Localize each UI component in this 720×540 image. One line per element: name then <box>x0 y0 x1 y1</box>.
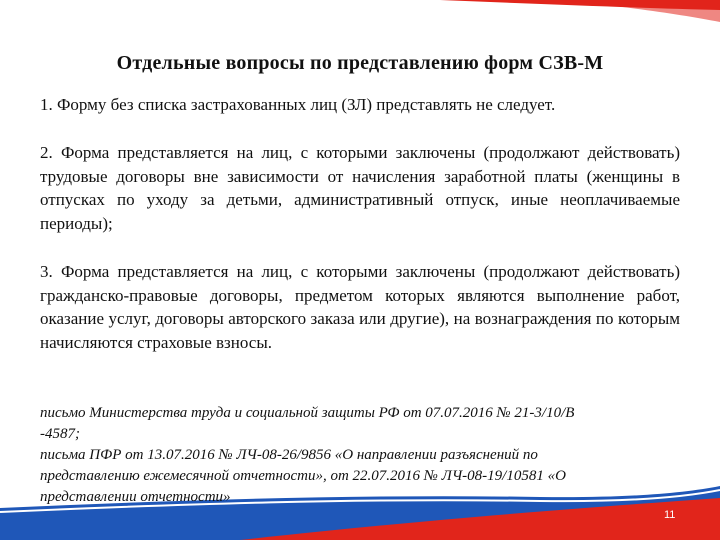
item-3: 3. Форма представляется на лиц, с которыми заключены (продолжают действовать) гражданско-правовые договоры, предметом которых являются выполнение работ, оказание услуг, договоры авторского заказа или другие), на вознаграждения по которым начисляются страховые взносы. <box>40 262 680 352</box>
slide-title: Отдельные вопросы по представлению форм СЗВ-М <box>116 52 604 74</box>
reference-line: представлении отчетности» <box>40 489 231 505</box>
references <box>40 403 690 508</box>
reference-line: письма ПФР от 13.07.2016 № ЛЧ-08-26/9856 «О направлении разъяснений по <box>40 447 538 463</box>
reference-line: представлению ежемесячной отчетности», от 22.07.2016 № ЛЧ-08-19/10581 «О <box>40 468 566 484</box>
item-1: 1. Форму без списка застрахованных лиц (ЗЛ) представлять не следует. <box>40 95 556 114</box>
reference-line: -4587; <box>40 426 80 442</box>
reference-line: письмо Министерства труда и социальной защиты РФ от 07.07.2016 № 21-3/10/В <box>40 405 575 421</box>
item-2: 2. Форма представляется на лиц, с которыми заключены (продолжают действовать) трудовые договоры вне зависимости от начисления заработной платы (женщины в отпусках по уходу за детьми, административный отпуск, иные неоплачиваемые периоды); <box>40 143 680 233</box>
page-number: 11 <box>664 509 676 521</box>
